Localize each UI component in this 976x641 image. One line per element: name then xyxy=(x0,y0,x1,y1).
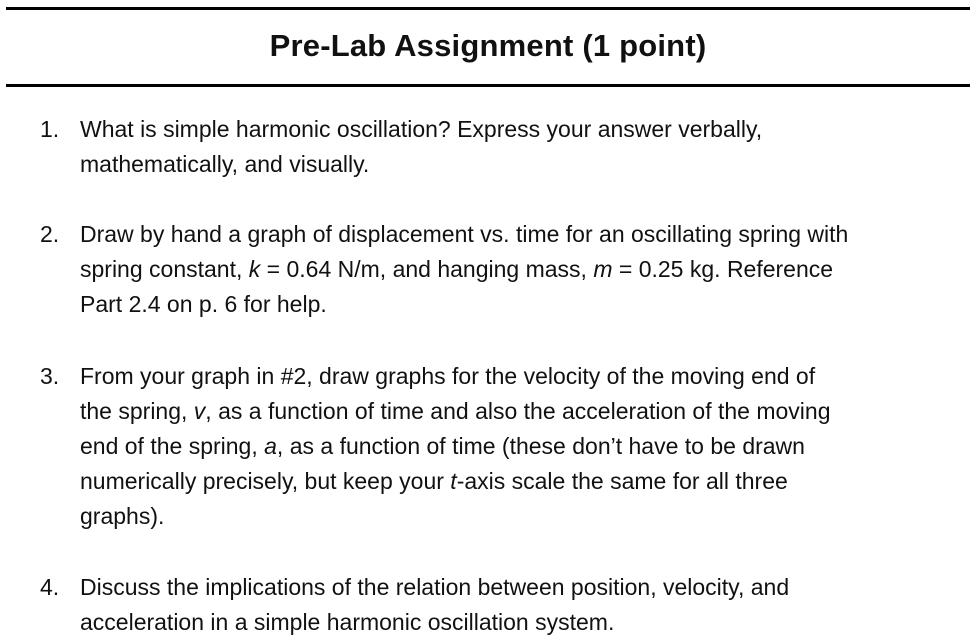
question-line: Discuss the implications of the relation between position, velocity, and xyxy=(80,574,790,600)
question-number: 1. xyxy=(40,116,60,142)
question-line: Draw by hand a graph of displacement vs. time for an oscillating spring with xyxy=(80,221,849,247)
question-number: 4. xyxy=(40,574,60,600)
variable-symbol: v xyxy=(193,398,206,424)
variable-symbol: t xyxy=(450,468,457,494)
question-text xyxy=(80,570,972,640)
page-title: Pre-Lab Assignment (1 point) xyxy=(269,28,707,63)
variable-symbol: a xyxy=(264,433,277,459)
question-text xyxy=(80,112,972,182)
question-line: From your graph in #2, draw graphs for the velocity of the moving end of xyxy=(80,363,816,389)
question-text xyxy=(80,217,972,322)
question-number: 2. xyxy=(40,221,60,247)
question-line: What is simple harmonic oscillation? Express your answer verbally, xyxy=(80,116,763,142)
question-line: graphs). xyxy=(80,503,165,529)
variable-symbol: k xyxy=(248,256,261,282)
question-line: mathematically, and visually. xyxy=(80,151,370,177)
title-underline-rule xyxy=(6,84,970,87)
question-line: numerically precisely, but keep your t-axis scale the same for all three xyxy=(80,468,788,494)
question-line: spring constant, k = 0.64 N/m, and hanging mass, m = 0.25 kg. Reference xyxy=(80,256,834,282)
variable-symbol: m xyxy=(593,256,613,282)
question-line: the spring, v, as a function of time and also the acceleration of the moving xyxy=(80,398,831,424)
question-line: acceleration in a simple harmonic oscillation system. xyxy=(80,609,615,635)
top-rule xyxy=(6,7,970,10)
question-number: 3. xyxy=(40,363,60,389)
question-line: end of the spring, a, as a function of time (these don’t have to be drawn xyxy=(80,433,805,459)
question-text xyxy=(80,359,972,534)
question-line: Part 2.4 on p. 6 for help. xyxy=(80,291,327,317)
